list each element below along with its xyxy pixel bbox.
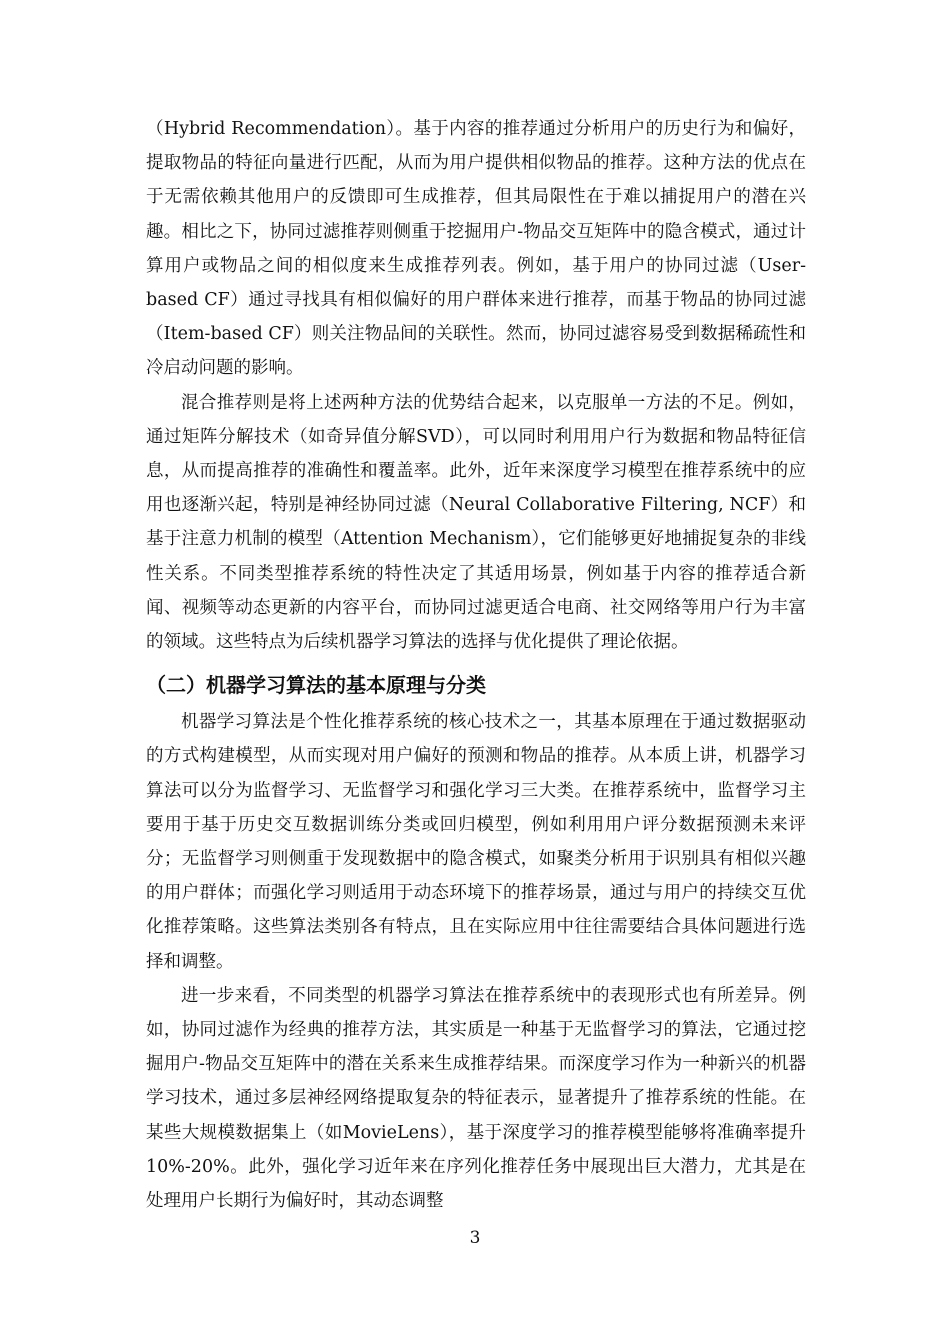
body-paragraph-1: （Hybrid Recommendation）。基于内容的推荐通过分析用户的历史行为和偏好，提取物品的特征向量进行匹配，从而为用户提供相似物品的推荐。这种方法的优点在于无需依赖其他用户的反馈即可生成推荐，但其局限性在于难以捕捉用户的潜在兴趣。相比之下，协同过滤推荐则侧重于挖掘用户-物品交互矩阵中的隐含模式，通过计算用户或物品之间的相似度来生成推荐列表。例如，基于用户的协同过滤（User-based CF）通过寻找具有相似偏好的用户群体来进行推荐，而基于物品的协同过滤（Item-based CF）则关注物品间的关联性。然而，协同过滤容易受到数据稀疏性和冷启动问题的影响。 [146, 119, 806, 379]
body-paragraph-3: 机器学习算法是个性化推荐系统的核心技术之一，其基本原理在于通过数据驱动的方式构建模型，从而实现对用户偏好的预测和物品的推荐。从本质上讲，机器学习算法可以分为监督学习、无监督学习和强化学习三大类。在推荐系统中，监督学习主要用于基于历史交互数据训练分类或回归模型，例如利用用户评分数据预测未来评分；无监督学习则侧重于发现数据中的隐含模式，如聚类分析用于识别具有相似兴趣的用户群体；而强化学习则适用于动态环境下的推荐场景，通过与用户的持续交互优化推荐策略。这些算法类别各有特点，且在实际应用中往往需要结合具体问题进行选择和调整。 [146, 712, 806, 972]
document-page [146, 112, 806, 1218]
section-heading: （二）机器学习算法的基本原理与分类 [146, 673, 486, 698]
body-paragraph-2: 混合推荐则是将上述两种方法的优势结合起来，以克服单一方法的不足。例如，通过矩阵分解技术（如奇异值分解SVD），可以同时利用用户行为数据和物品特征信息，从而提高推荐的准确性和覆盖率。此外，近年来深度学习模型在推荐系统中的应用也逐渐兴起，特别是神经协同过滤（Neural Collaborative Filtering, NCF）和基于注意力机制的模型（Attention Mechanism），它们能够更好地捕捉复杂的非线性关系。不同类型推荐系统的特性决定了其适用场景，例如基于内容的推荐适合新闻、视频等动态更新的内容平台，而协同过滤更适合电商、社交网络等用户行为丰富的领域。这些特点为后续机器学习算法的选择与优化提供了理论依据。 [146, 392, 806, 653]
body-paragraph-4: 进一步来看，不同类型的机器学习算法在推荐系统中的表现形式也有所差异。例如，协同过滤作为经典的推荐方法，其实质是一种基于无监督学习的算法，它通过挖掘用户-物品交互矩阵中的潜在关系来生成推荐结果。而深度学习作为一种新兴的机器学习技术，通过多层神经网络提取复杂的特征表示，显著提升了推荐系统的性能。在某些大规模数据集上（如MovieLens），基于深度学习的推荐模型能够将准确率提升10%-20%。此外，强化学习近年来在序列化推荐任务中展现出巨大潜力，尤其是在处理用户长期行为偏好时，其动态调整 [146, 985, 806, 1212]
page-number: 3 [469, 1228, 481, 1248]
